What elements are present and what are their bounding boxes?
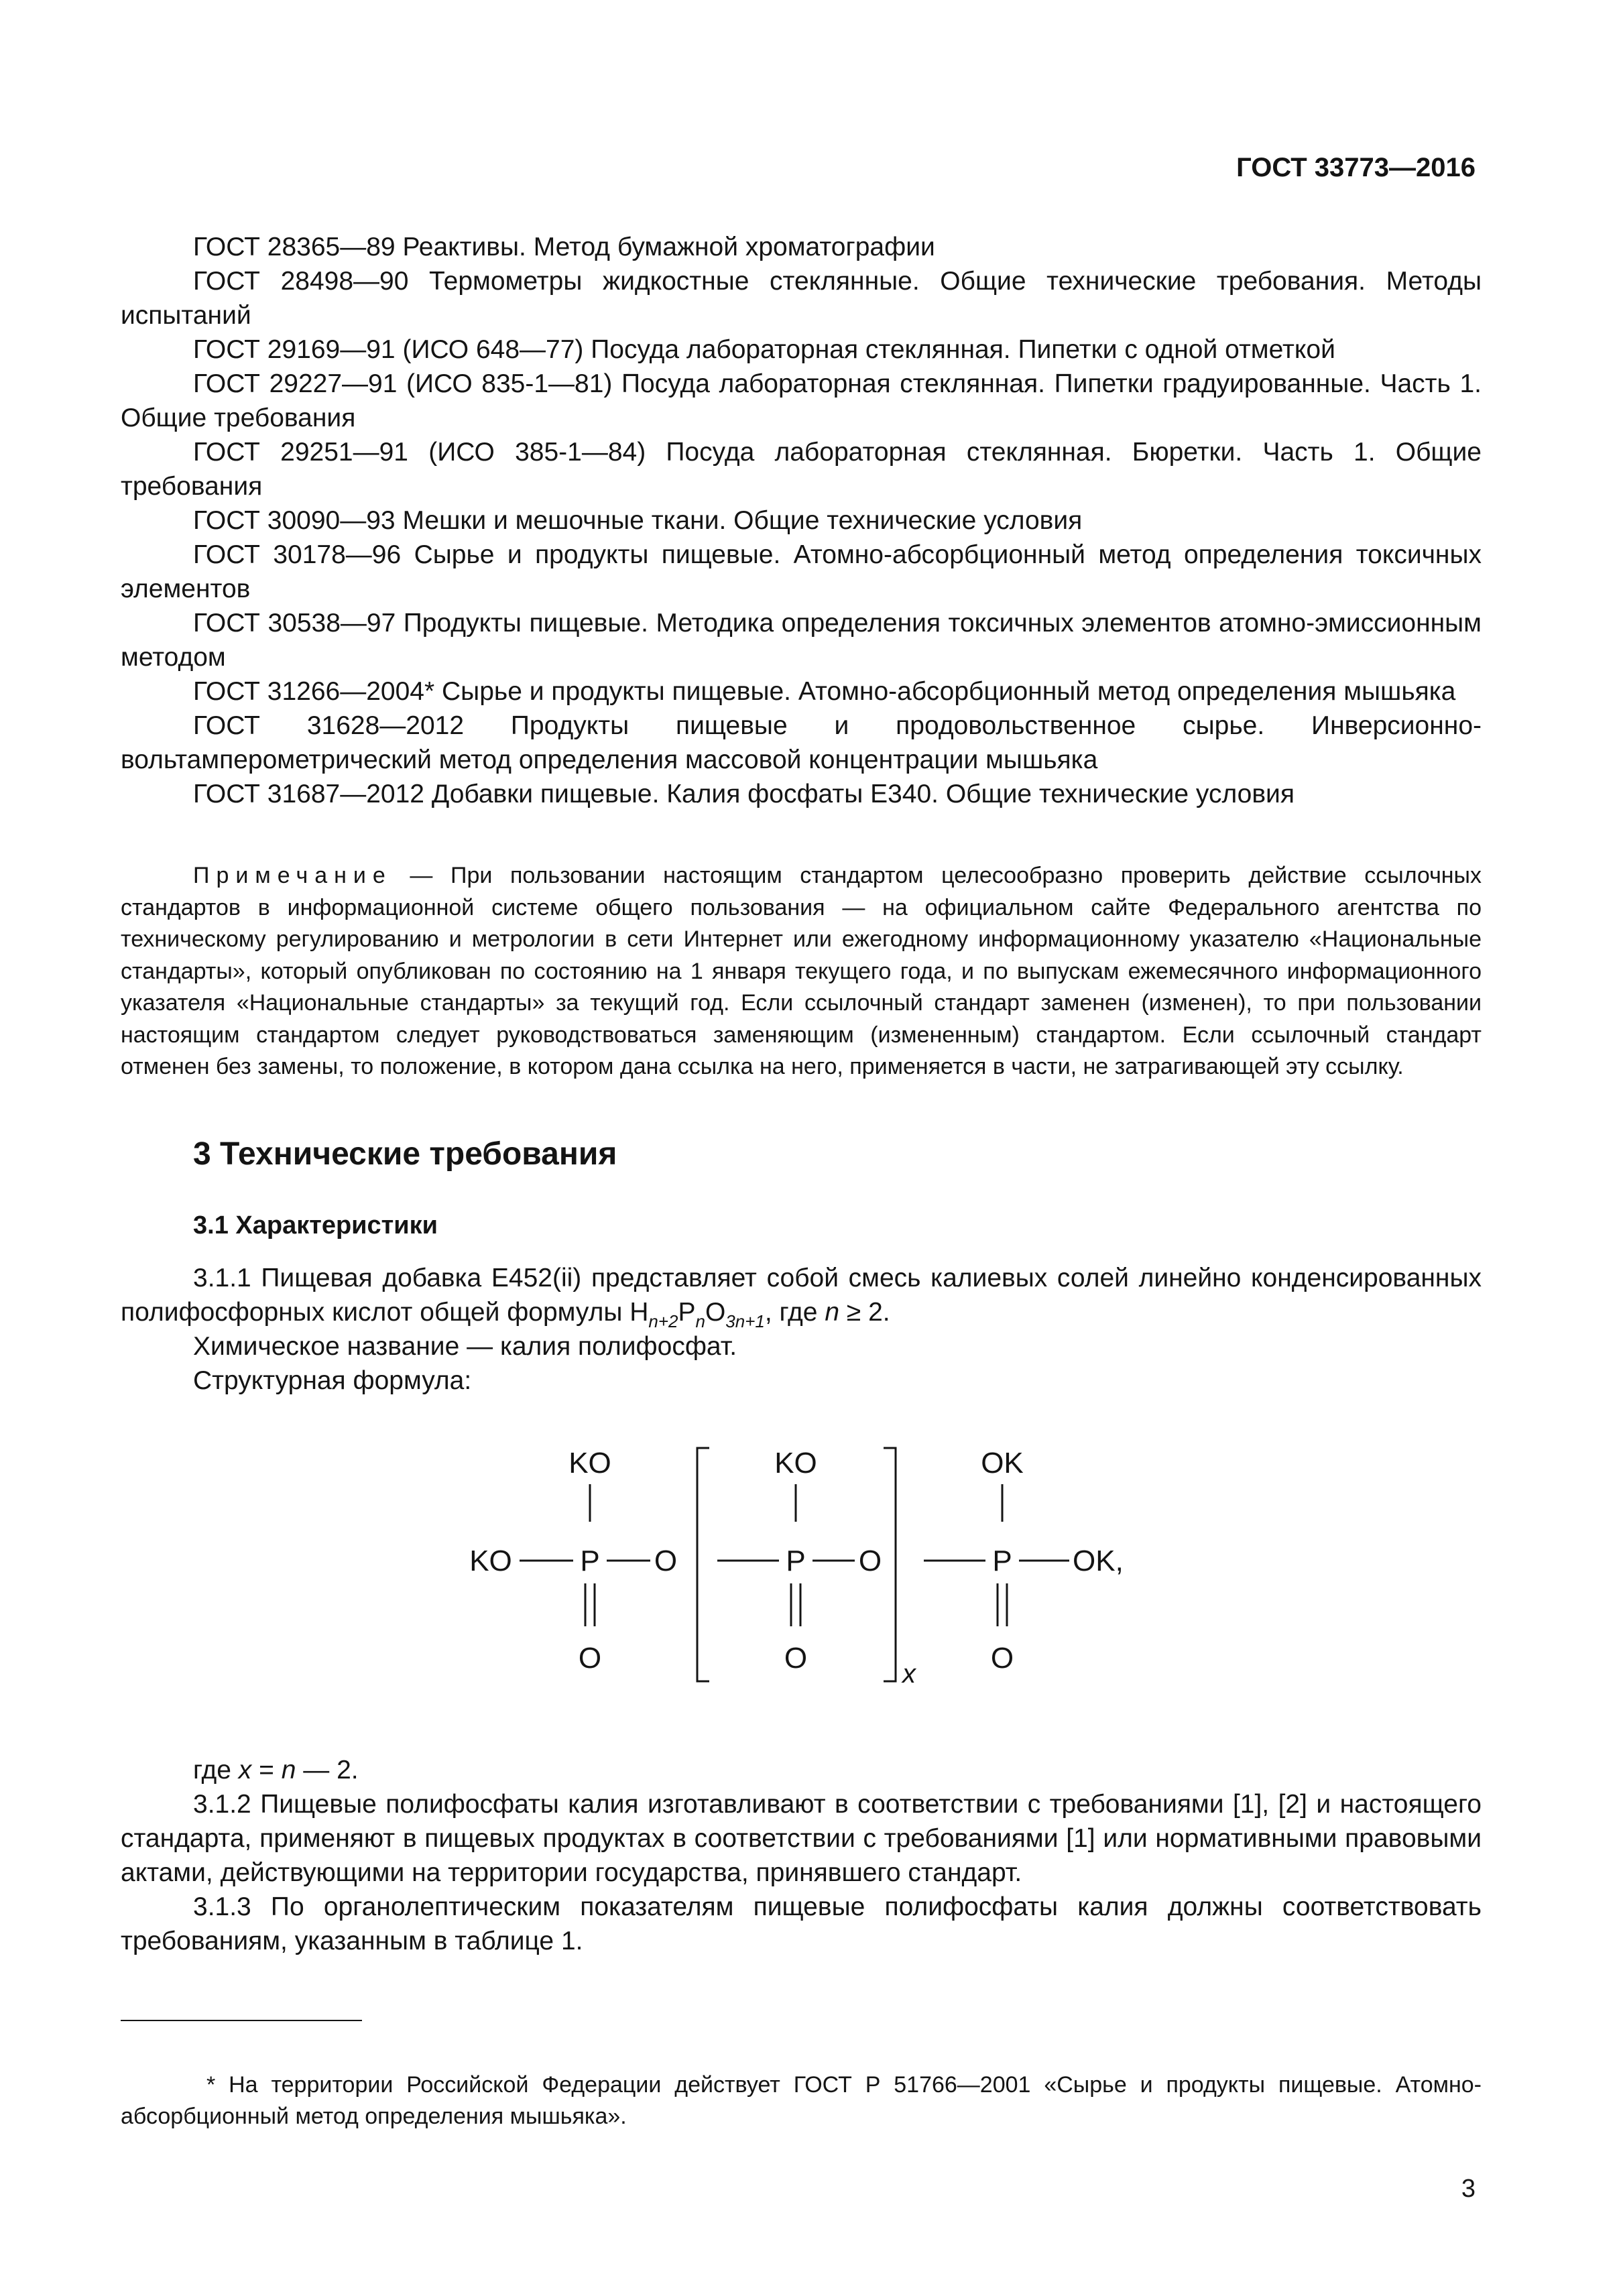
formula-subscript-x: x <box>902 1659 916 1689</box>
formula-o-bridge-left: O <box>654 1545 678 1577</box>
reference-item: ГОСТ 31266—2004* Сырье и продукты пищевые. Атомно-абсорбционный метод определения мышьяка <box>193 677 1456 706</box>
paragraph-3-1-3: 3.1.3 По органолептическим показателям пищевые полифосфаты калия должны соответствовать требованиям, указанным в таблице 1. <box>121 1892 1482 1955</box>
formula-p-left: P <box>580 1545 600 1577</box>
formula-ok-right: OK, <box>1073 1545 1124 1577</box>
footnote-divider <box>121 2020 362 2021</box>
formula-bracket-right <box>884 1448 896 1681</box>
chemical-name: Химическое название — калия полифосфат. <box>193 1332 737 1361</box>
structural-formula <box>436 1435 1187 1716</box>
structural-formula-label: Структурная формула: <box>193 1366 472 1395</box>
formula-o-bottom-right: O <box>990 1642 1014 1675</box>
subsection-heading: 3.1 Характеристики <box>193 1211 438 1240</box>
paragraph-3-1-1: 3.1.1 Пищевая добавка E452(ii) представляет собой смесь калиевых солей линейно конденсированных полифосфорных кислот общей формулы $H_{n+2}P_nO_{3n+1}$, где n ≥ 2. <box>121 1264 1482 1331</box>
formula-p-middle: P <box>786 1545 806 1577</box>
reference-item: ГОСТ 28365—89 Реактивы. Метод бумажной хроматографии <box>193 233 935 261</box>
section-heading: 3 Технические требования <box>193 1136 617 1172</box>
formula-ko-left: KO <box>469 1545 512 1577</box>
note-text: При пользовании настоящим стандартом целесообразно проверить действие ссылочных стандартов в информационной системе общего пользования — на официальном сайте Федерального агентства по техническому регулированию и метрологии в сети Интернет или ежегодному информационному указателю «Национальные стандарты», который опубликован по состоянию на 1 января текущего года, и по выпускам ежемесячного информационного указателя «Национальные стандарты» за текущий год. Если ссылочный стандарт заменен (изменен), то при пользовании настоящим стандартом следует руководствоваться заменяющим (измененным) стандартом. Если ссылочный стандарт отменен без замены, то положение, в котором дана ссылка на него, применяется в части, не затрагивающей эту ссылку. <box>121 863 1482 1079</box>
formula-o-bottom-middle: O <box>784 1642 808 1675</box>
footnote: * На территории Российской Федерации действует ГОСТ Р 51766—2001 «Сырье и продукты пищевые. Атомно-абсорбционный метод определения мышьяка». <box>121 2072 1482 2129</box>
characteristics-text <box>121 1261 1482 1398</box>
reference-item: ГОСТ 29169—91 (ИСО 648—77) Посуда лабораторная стеклянная. Пипетки с одной отметкой <box>193 335 1335 364</box>
reference-item: ГОСТ 31687—2012 Добавки пищевые. Калия фосфаты E340. Общие технические условия <box>193 780 1295 808</box>
reference-item: ГОСТ 29251—91 (ИСО 385-1—84) Посуда лабораторная стеклянная. Бюретки. Часть 1. Общие требования <box>121 438 1482 501</box>
formula-ko-top-left: KO <box>568 1447 611 1479</box>
reference-item: ГОСТ 31628—2012 Продукты пищевые и продовольственное сырье. Инверсионно-вольтамперометрический метод определения массовой концентрации мышьяка <box>121 711 1482 774</box>
note-dash: — <box>392 863 451 888</box>
formula-o-bridge-middle: O <box>858 1545 882 1577</box>
note-label: Примечание <box>193 863 392 888</box>
reference-item: ГОСТ 28498—90 Термометры жидкостные стеклянные. Общие технические требования. Методы испытаний <box>121 267 1482 330</box>
note-paragraph <box>121 860 1482 1083</box>
reference-item: ГОСТ 30178—96 Сырье и продукты пищевые. Атомно-абсорбционный метод определения токсичных элементов <box>121 540 1482 603</box>
paragraph-3-1-2: 3.1.2 Пищевые полифосфаты калия изготавливают в соответствии с требованиями [1], [2] и настоящего стандарта, применяют в пищевых продуктах в соответствии с требованиями [1] или нормативными правовыми актами, действующими на территории государства, принявшего стандарт. <box>121 1790 1482 1887</box>
page-header: ГОСТ 33773—2016 <box>1236 153 1476 182</box>
where-x-definition: где x = n — 2. <box>193 1756 359 1785</box>
formula-p-right: P <box>992 1545 1012 1577</box>
formula-o-bottom-left: O <box>578 1642 602 1675</box>
page-number: 3 <box>1461 2175 1476 2203</box>
formula-bracket-left <box>697 1448 709 1681</box>
formula-ok-top-right: OK <box>981 1447 1024 1479</box>
reference-item: ГОСТ 29227—91 (ИСО 835-1—81) Посуда лабораторная стеклянная. Пипетки градуированные. Часть 1. Общие требования <box>121 369 1482 432</box>
reference-item: ГОСТ 30090—93 Мешки и мешочные ткани. Общие технические условия <box>193 506 1083 535</box>
normative-references <box>121 230 1482 811</box>
reference-item: ГОСТ 30538—97 Продукты пищевые. Методика определения токсичных элементов атомно-эмиссионным методом <box>121 609 1482 672</box>
requirements-text <box>121 1753 1482 1958</box>
formula-ko-top-middle: KO <box>774 1447 817 1479</box>
